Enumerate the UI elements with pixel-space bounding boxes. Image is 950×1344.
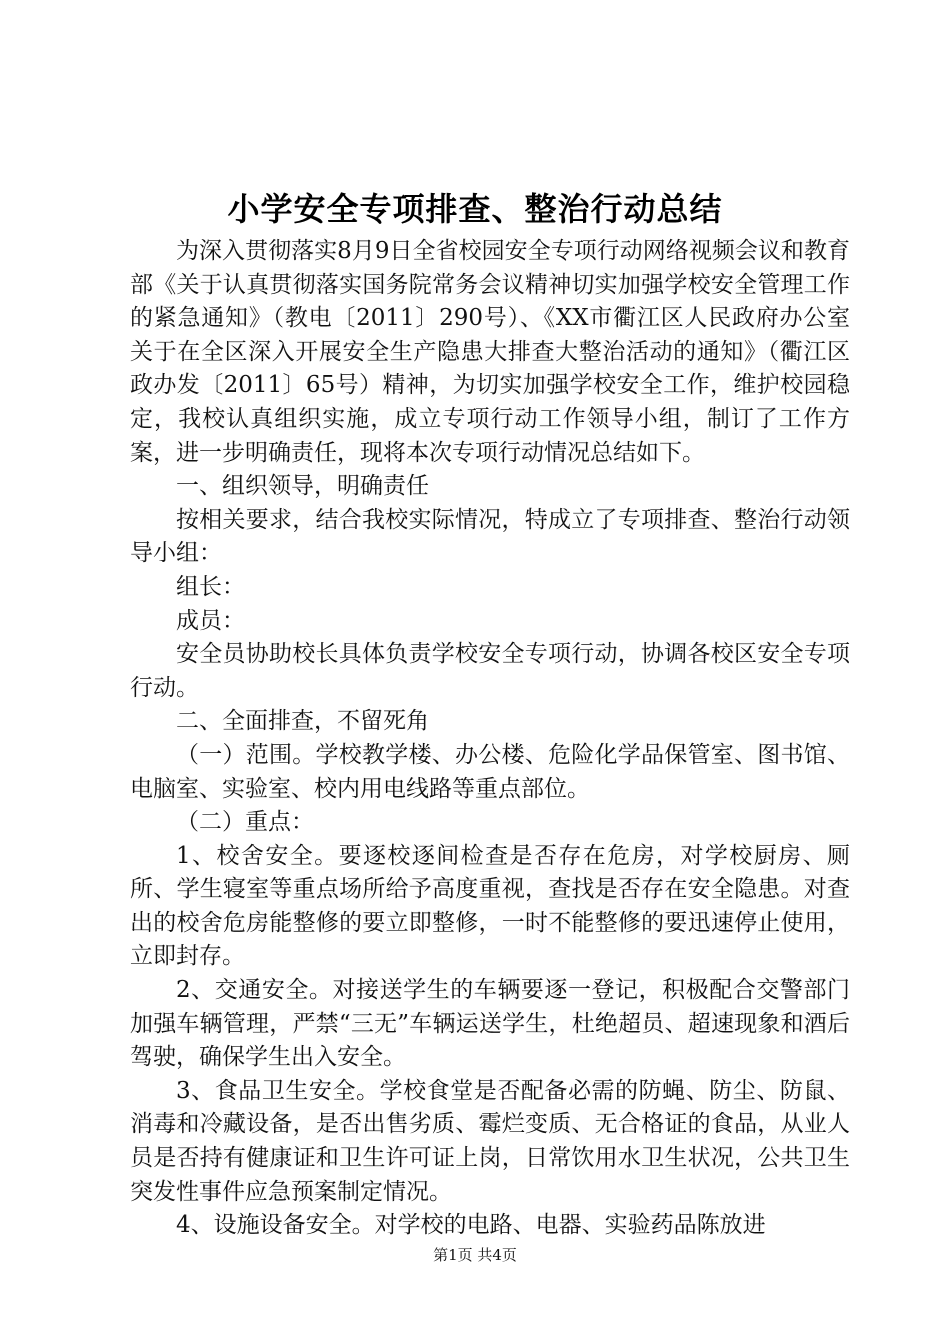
group-leader-line: 组长： <box>176 573 245 600</box>
paragraph: 按相关要求，结合我校实际情况，特成立了专项排查、整治行动领导小组： <box>130 506 850 567</box>
paragraph-item-2: 2、交通安全。对接送学生的车辆要逐一登记，积极配合交警部门加强车辆管理，严禁“三无”车辆运送学生，杜绝超员、超速现象和酒后驾驶，确保学生出入安全。 <box>130 977 850 1071</box>
paragraph-scope: （一）范围。学校教学楼、办公楼、危险化学品保管室、图书馆、电脑室、实验室、校内用电线路等重点部位。 <box>130 741 850 802</box>
document-title: 小学安全专项排查、整治行动总结 <box>227 190 723 228</box>
paragraph-intro: 为深入贯彻落实8月9日全省校园安全专项行动网络视频会议和教育部《关于认真贯彻落实国务院常务会议精神切实加强学校安全管理工作的紧急通知》（教电〔2011〕290号）、《XX市衢江区人民政府办公室关于在全区深入开展安全生产隐患大排查大整治活动的通知》（衢江区政办发〔2011〕65号）精神，为切实加强学校安全工作，维护校园稳定，我校认真组织实施，成立专项行动工作领导小组，制订了工作方案，进一步明确责任，现将本次专项行动情况总结如下。 <box>130 238 850 466</box>
paragraph-focus-heading: （二）重点： <box>176 809 314 836</box>
paragraph-item-1: 1、校舍安全。要逐校逐间检查是否存在危房，对学校厨房、厕所、学生寝室等重点场所给予高度重视，查找是否存在安全隐患。对查出的校舍危房能整修的要立即整修，一时不能整修的要迅速停止使用，立即封存。 <box>130 842 850 970</box>
section-heading-2: 二、全面排查，不留死角 <box>176 708 429 735</box>
paragraph-item-3: 3、食品卫生安全。学校食堂是否配备必需的防蝇、防尘、防鼠、消毒和冷藏设备，是否出售劣质、霉烂变质、无合格证的食品，从业人员是否持有健康证和卫生许可证上岗，日常饮用水卫生状况，公共卫生突发性事件应急预案制定情况。 <box>130 1077 850 1205</box>
page-footer: 第1页 共4页 <box>433 1246 517 1264</box>
section-heading-1: 一、组织领导，明确责任 <box>176 473 429 500</box>
document-body <box>130 235 850 1243</box>
paragraph: 安全员协助校长具体负责学校安全专项行动，协调各校区安全专项行动。 <box>130 641 850 701</box>
paragraph-item-4: 4、设施设备安全。对学校的电路、电器、实验药品陈放进 <box>176 1212 766 1239</box>
group-members-line: 成员： <box>176 607 245 634</box>
